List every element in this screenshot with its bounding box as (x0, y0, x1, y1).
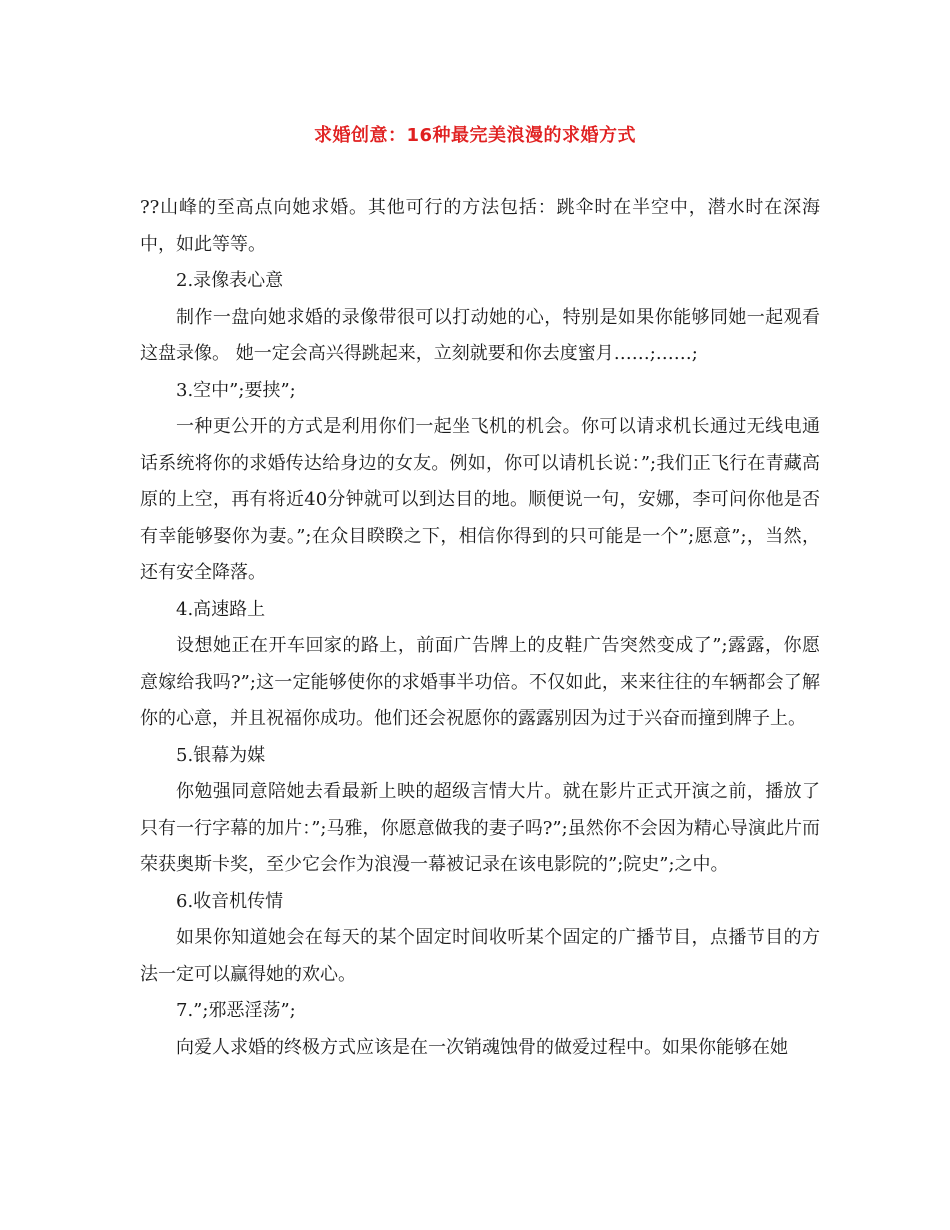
section-heading: 6.收音机传情 (176, 890, 284, 912)
paragraph: 设想她正在开车回家的路上，前面广告牌上的皮鞋广告突然变成了”;露露，你愿意嫁给我吗?”;这一定能够使你的求婚事半功倍。不仅如此，来来往往的车辆都会了解你的心意，并且祝福你成功。他们还会祝愿你的露露别因为过于兴奋而撞到牌子上。 (140, 635, 820, 729)
paragraph: 一种更公开的方式是利用你们一起坐飞机的机会。你可以请求机长通过无线电通话系统将你的求婚传达给身边的女友。例如，你可以请机长说：”;我们正飞行在青藏高原的上空，再有将近40分钟就可以到达目的地。顺便说一句，安娜，李可问你他是否有幸能够娶你为妻。”;在众目睽睽之下，相信你得到的只可能是一个”;愿意”;，当然，还有安全降落。 (140, 416, 820, 583)
document-body (140, 190, 820, 1066)
paragraph: ??山峰的至高点向她求婚。其他可行的方法包括：跳伞时在半空中，潜水时在深海中，如此等等。 (140, 197, 820, 255)
section-heading: 2.录像表心意 (176, 270, 284, 291)
paragraph: 你勉强同意陪她去看最新上映的超级言情大片。就在影片正式开演之前，播放了只有一行字幕的加片：”;马雅，你愿意做我的妻子吗?”;虽然你不会因为精心导演此片而荣获奥斯卡奖，至少它会作为浪漫一幕被记录在该电影院的”;院史”;之中。 (140, 781, 820, 875)
paragraph: 如果你知道她会在每天的某个固定时间收听某个固定的广播节目，点播节目的方法一定可以赢得她的欢心。 (140, 927, 820, 985)
section-heading: 3.空中”;要挟”; (176, 379, 296, 401)
section-heading: 4.高速路上 (176, 598, 266, 620)
paragraph: 向爱人求婚的终极方式应该是在一次销魂蚀骨的做爱过程中。如果你能够在她 (176, 1036, 788, 1058)
section-heading: 7.”;邪恶淫荡”; (176, 1000, 296, 1021)
document-title: 求婚创意：16种最完美浪漫的求婚方式 (313, 125, 637, 146)
paragraph: 制作一盘向她求婚的录像带很可以打动她的心，特别是如果你能够同她一起观看这盘录像。 她一定会高兴得跳起来，立刻就要和你去度蜜月……;……; (140, 306, 820, 364)
section-heading: 5.银幕为媒 (176, 744, 266, 766)
